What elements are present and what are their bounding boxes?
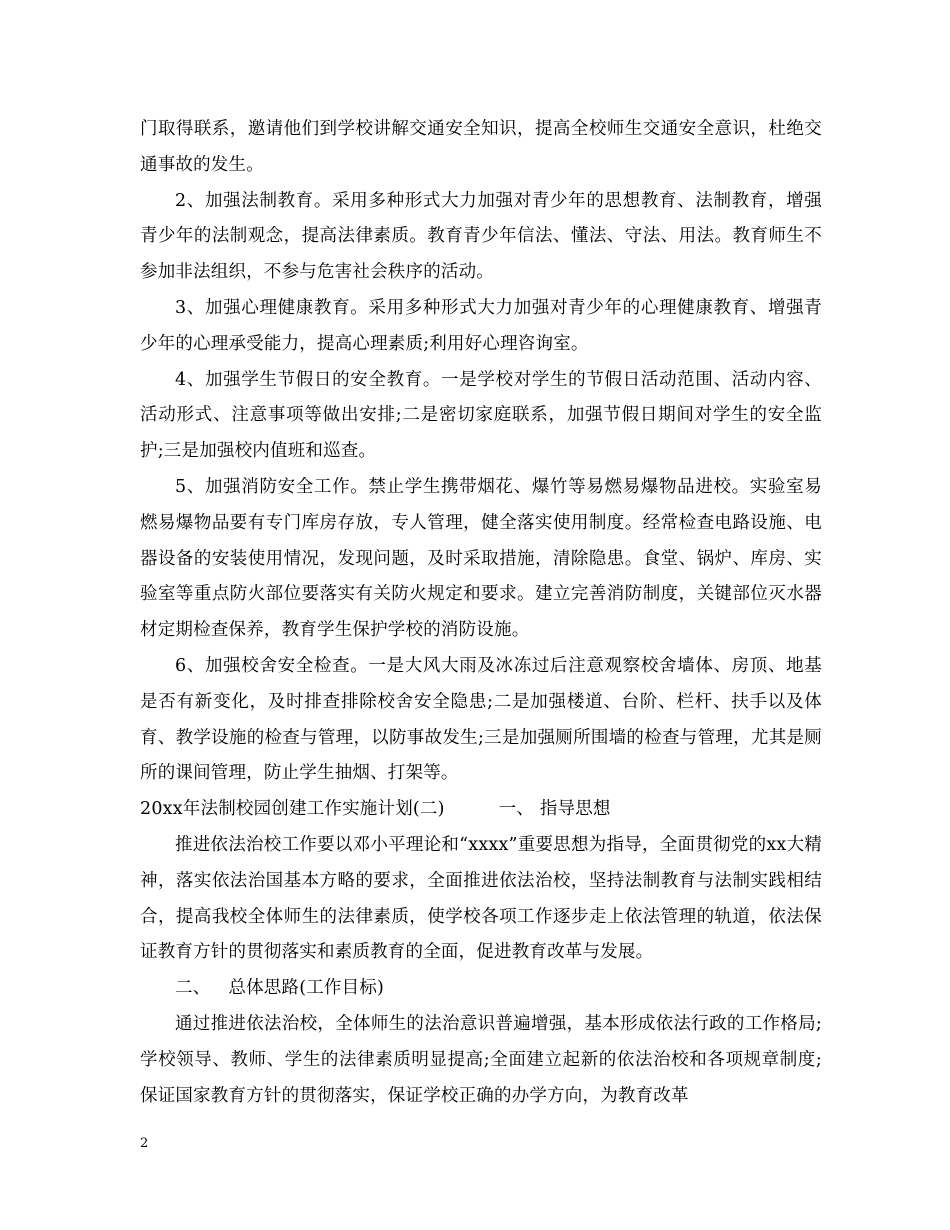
plan-heading — [140, 792, 822, 828]
paragraph-mental-health: 3、加强心理健康教育。采用多种形式大力加强对青少年的心理健康教育、增强青少年的心理承受能力，提高心理素质;利用好心理咨询室。 — [140, 297, 822, 354]
document-body — [140, 112, 822, 1114]
page-number: 2 — [140, 1136, 149, 1151]
section-two-number: 二、 — [175, 978, 211, 999]
paragraph-holiday-safety: 4、加强学生节假日的安全教育。一是学校对学生的节假日活动范围、活动内容、活动形式、注意事项等做出安排;二是密切家庭联系，加强节假日期间对学生的安全监护;三是加强校内值班和巡查。 — [140, 369, 822, 462]
paragraph-building-safety: 6、加强校舍安全检查。一是大风大雨及冰冻过后注意观察校舍墙体、房顶、地基是否有新变化，及时排查排除校舍安全隐患;二是加强楼道、台阶、栏杆、扶手以及体育、教学设施的检查与管理，以防事故发生;三是加强厕所围墙的检查与管理，尤其是厕所的课间管理，防止学生抽烟、打架等。 — [140, 655, 822, 784]
paragraph-fire-safety: 5、加强消防安全工作。禁止学生携带烟花、爆竹等易燃易爆物品进校。实验室易燃易爆物品要有专门库房存放，专人管理，健全落实使用制度。经常检查电路设施、电器设备的安装使用情况，发现问题，及时采取措施，清除隐患。食堂、锅炉、库房、实验室等重点防火部位要落实有关防火规定和要求。建立完善消防制度，关键部位灭水器材定期检查保养，教育学生保护学校的消防设施。 — [140, 476, 822, 641]
paragraph-traffic-safety: 门取得联系，邀请他们到学校讲解交通安全知识，提高全校师生交通安全意识，杜绝交通事故的发生。 — [140, 119, 822, 175]
section-two-heading — [140, 971, 822, 1007]
paragraph-work-goals: 通过推进依法治校，全体师生的法治意识普遍增强，基本形成依法行政的工作格局;学校领导、教师、学生的法律素质明显提高;全面建立起新的依法治校和各项规章制度;保证国家教育方针的贯彻落实，保证学校正确的办学方向，为教育改革 — [140, 1013, 822, 1106]
paragraph-guiding-ideology: 推进依法治校工作要以邓小平理论和“xxxx”重要思想为指导，全面贯彻党的xx大精神，落实依法治国基本方略的要求，全面推进依法治校，坚持法制教育与法制实践相结合，提高我校全体师生的法律素质，使学校各项工作逐步走上依法管理的轨道，依法保证教育方针的贯彻落实和素质教育的全面，促进教育改革与发展。 — [140, 834, 822, 963]
plan-title: 20xx年法制校园创建工作实施计划(二) — [140, 799, 445, 820]
paragraph-legal-education: 2、加强法制教育。采用多种形式大力加强对青少年的思想教育、法制教育，增强青少年的法制观念，提高法律素质。教育青少年信法、懂法、守法、用法。教育师生不参加非法组织，不参与危害社会秩序的活动。 — [140, 190, 822, 283]
section-one-title: 一、 指导思想 — [498, 799, 611, 820]
section-two-title: 总体思路(工作目标) — [228, 978, 385, 999]
